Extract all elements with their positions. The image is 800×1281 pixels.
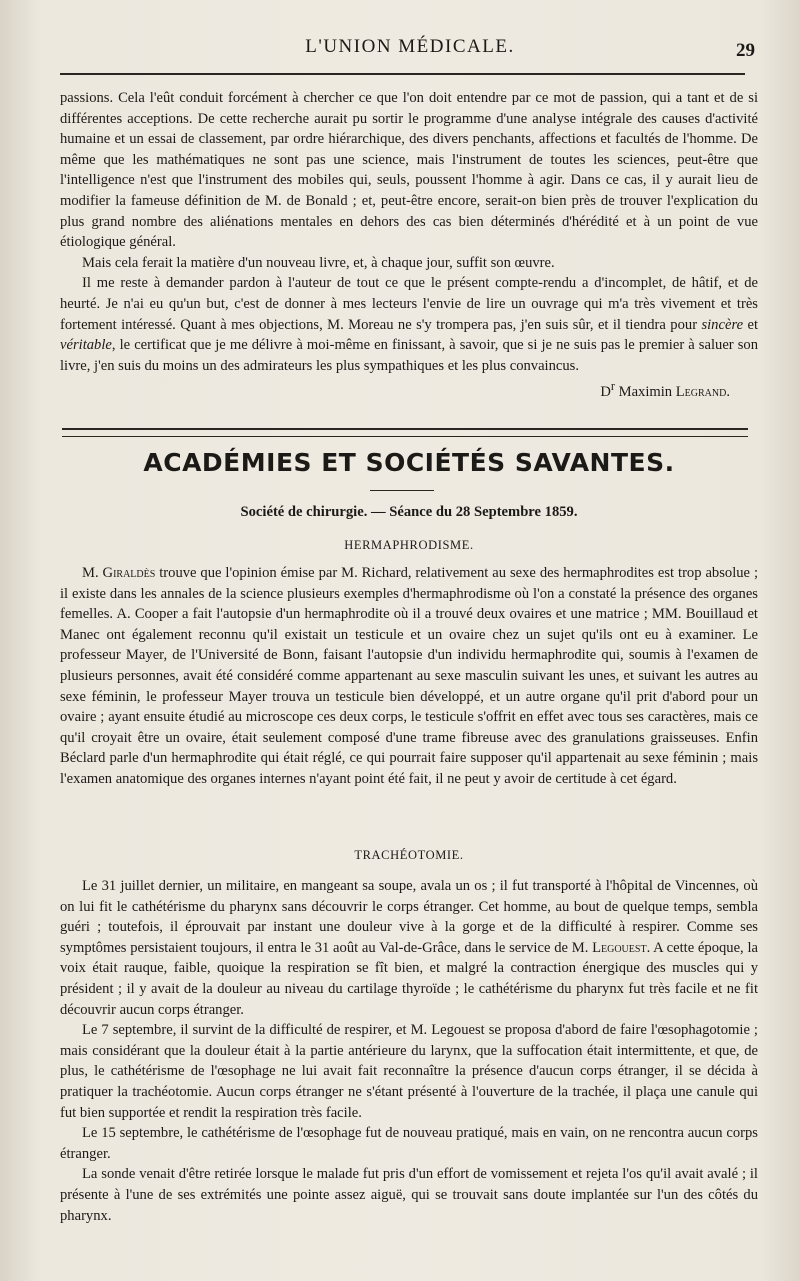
society-session-line: Société de chirurgie. — Séance du 28 Septembre 1859. [240,504,578,520]
author-signature [60,376,758,402]
italic-term: véritable [60,337,112,354]
signature-last: Legrand. [675,384,730,401]
text-run: , le certificat que je me délivre à moi-même en finissant, à savoir, que si je ne suis pas le premier à saluer son livre, j'en suis du moins un des admirateurs les plus sympathiques et les plus convaincus. [60,337,758,374]
paragraph: Le 7 septembre, il survint de la difficulté de respirer, et M. Legouest se proposa d'abord de faire l'œsophagotomie ; mais considérant que la douleur était à la partie antérieure du larynx, que la suffocation était intermittente, et que, de plus, le cathétérisme de l'œsophage ne lui avait fait reconnaître la présence d'aucun corps étranger, il se décida à pratiquer la trachéotomie. Aucun corps étranger ne s'étant présenté à l'ouverture de la trachée, il plaça une canule qui fut bien supportée et rendit la respiration très facile. [60,1022,758,1121]
text-run: trouve que l'opinion émise par M. Richard, relativement au sexe des hermaphrodites est trop absolue ; il existe dans les annales de la science plusieurs exemples d'hermaphrodisme où l'on a constaté la présence des organes femelles. A. Cooper a fait l'autopsie d'un hermaphrodite où il a trouvé deux ovaires et une matrice ; MM. Bouillaud et Manec ont également reconnu qu'il existait un testicule et un ovaire chez un sujet qu'ils ont eu à examiner. Le professeur Mayer, de l'Université de Bonn, faisant l'autopsie d'un individu hermaphrodite qui, soumis à l'examen de plusieurs personnes, avait été considéré comme appartenant au sexe masculin suivant les unes, et suivant les autres au sexe féminin, le professeur Mayer trouva un testicule bien développé, et un autre organe qu'il prit d'abord pour un ovaire ; ayant ensuite étudié au microscope ces deux corps, le testicule s'offrit en effet avec tous ses caractères, mais ce qu'il croyait être un ovaire, était seulement composé d'une trame fibreuse avec des granulations graisseuses. Enfin Béclard parle d'un hermaphrodite qui était réglé, ce qui pourrait faire supposer qu'il appartenait au sexe féminin ; mais l'examen anatomique des organes internes n'ayant point été fait, il ne peut y avoir de certitude à cet égard. [60,565,758,787]
review-conclusion [60,88,758,403]
text-run: et [743,316,758,333]
tracheotomie-text [60,876,758,1226]
hermaphrodisme-text [60,563,758,790]
signature-first: Maximin [618,384,673,401]
paragraph [60,563,758,790]
journal-title: L'UNION MÉDICALE. [305,36,515,57]
signature-sup: r [610,379,615,394]
signature-prefix: D [600,384,611,401]
paragraph [60,876,758,1020]
surgeon-name: Legouest [592,939,647,956]
text-run: M. [82,565,103,581]
paragraph: La sonde venait d'être retirée lorsque le malade fut pris d'un effort de vomissement et rejeta l'os qu'il avait avalé ; il présente à l'une de ses extrémités une pointe assez aiguë, qui se trouvait sans doute implantée sur l'un des côtés du pharynx. [60,1166,758,1224]
text-run: Il me reste à demander pardon à l'auteur de tout ce que le présent compte-rendu a d'incomplet, de hâtif, et de heurté. Je n'ai eu qu'un but, c'est de donner à mes lecteurs l'envie de lire un ouvrage qui m'a très vivement et très fortement intéressé. Quant à mes objections, M. Moreau ne s'y trompera pas, j'en suis sûr, et il tiendra pour [60,275,758,333]
subheading-hermaphrodisme: HERMAPHRODISME. [344,538,474,552]
paragraph: Mais cela ferait la matière d'un nouveau livre, et, à chaque jour, suffit son œuvre. [82,254,555,271]
running-header [60,30,760,70]
paragraph: passions. Cela l'eût conduit forcément à chercher ce que l'on doit entendre par ce mot de passion, qui a tant et de si différentes acceptions. De cette recherche aurait pu sortir le programme d'une analyse intégrale des causes d'activité humaine et un essai de classement, par ordre hiérarchique, des divers penchants, affections et facultés de l'homme. De même que les mathématiques ne sont pas une science, mais l'instrument de toutes les sciences, peut-être que l'intelligence n'est que l'instrument des mobiles qui, seuls, poussent l'homme à agir. Dans ce cas, il y aurait lieu de modifier la fameuse définition de M. de Bonald ; et, peut-être encore, serait-on bien près de trouver l'explication du plus grand nombre des aliénations mentales en dehors des cas bien déterminés d'hérédité et à un point de vue étiologique général. [60,90,758,251]
paragraph [60,273,758,376]
text-run: Le 31 juillet dernier, un militaire, en mangeant sa soupe, avala un os ; il fut transporté à l'hôpital de Vincennes, où on lui fit le cathétérisme du pharynx sans découvrir le corps étranger. Cet homme, au bout de quelque temps, sembla guéri ; toutefois, il éprouvait par instant une douleur vive à la gorge et de la difficulté à respirer. Comme ses symptômes persistaient toujours, il entra le 31 août au Val-de-Grâce, dans le service de M. [60,878,758,956]
title-underline [370,490,434,491]
paragraph: Le 15 septembre, le cathétérisme de l'œsophage fut de nouveau pratiqué, mais en vain, on ne rencontra aucun corps étranger. [60,1125,758,1162]
text-run: . A cette époque, la voix était rauque, faible, quoique la respiration se fît bien, et malgré la contraction énergique des muscles qui y président ; il y avait de la douleur au niveau du cartilage thyroïde ; le cathétérisme du pharynx fut très facile et ne fit découvrir aucun corps étranger. [60,939,758,1018]
subheading-tracheotomie: TRACHÉOTOMIE. [354,848,464,862]
section-divider [62,428,748,437]
page-number: 29 [736,40,755,61]
section-title: ACADÉMIES ET SOCIÉTÉS SAVANTES. [143,448,675,477]
speaker-name: Giraldès [102,565,156,581]
header-rule [60,73,745,75]
italic-term: sincère [701,316,744,333]
